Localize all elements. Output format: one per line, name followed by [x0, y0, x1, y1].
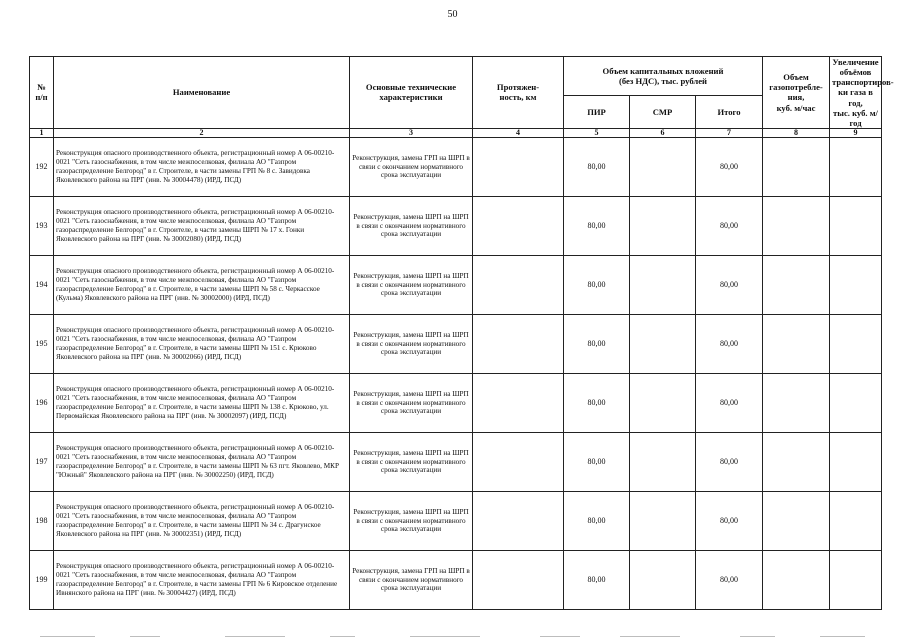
header-pir: ПИР — [564, 96, 630, 129]
column-number: 8 — [763, 128, 830, 137]
row-smr — [630, 550, 696, 609]
row-pir: 80,00 — [564, 196, 630, 255]
table-row — [30, 373, 882, 432]
row-gas — [763, 196, 830, 255]
row-gas — [763, 550, 830, 609]
row-pir: 80,00 — [564, 314, 630, 373]
row-smr — [630, 491, 696, 550]
row-length — [473, 255, 564, 314]
row-length — [473, 550, 564, 609]
header-tech: Основные технические характеристики — [350, 57, 473, 129]
row-pir: 80,00 — [564, 137, 630, 196]
row-total: 80,00 — [696, 137, 763, 196]
row-length — [473, 196, 564, 255]
row-total: 80,00 — [696, 196, 763, 255]
column-number: 2 — [54, 128, 350, 137]
row-number: 199 — [30, 550, 54, 609]
row-name: Реконструкция опасного производственного объекта, регистрационный номер А 06-00210-0021 "Сеть газоснабжения, в том числе межпоселковая, филиала АО "Газпром газораспределение Белгород" в г. Строителе, в части замены ШРП № 34 с. Драгунское Яковлевского района на ПРГ (инв. № 30002351) (ИРД, ПСД) — [54, 491, 350, 550]
scan-artifact — [0, 634, 905, 640]
row-pir: 80,00 — [564, 373, 630, 432]
row-smr — [630, 432, 696, 491]
row-total: 80,00 — [696, 432, 763, 491]
row-tech: Реконструкция, замена ШРП на ШРП в связи с окончанием нормативного срока эксплуатации — [350, 491, 473, 550]
row-increase — [830, 314, 882, 373]
row-tech: Реконструкция, замена ШРП на ШРП в связи с окончанием нормативного срока эксплуатации — [350, 373, 473, 432]
column-number: 5 — [564, 128, 630, 137]
table-row — [30, 550, 882, 609]
row-increase — [830, 137, 882, 196]
page-number: 50 — [447, 9, 458, 20]
row-gas — [763, 491, 830, 550]
header-name: Наименование — [54, 57, 350, 129]
row-increase — [830, 550, 882, 609]
header-gas: Объем газопотребле- ния, куб. м/час — [763, 57, 830, 129]
header-length: Протяжен- ность, км — [473, 57, 564, 129]
row-name: Реконструкция опасного производственного объекта, регистрационный номер А 06-00210-0021 "Сеть газоснабжения, в том числе межпоселковая, филиала АО "Газпром газораспределение Белгород" в г. Строителе, в части замены ГРП № 6 Кировское отделение Ивнянского района на ПРГ (инв. № 30004427) (ИРД, ПСД) — [54, 550, 350, 609]
header-invest: Объем капитальных вложений (без НДС), тыс. рублей — [564, 57, 763, 96]
row-number: 193 — [30, 196, 54, 255]
row-name: Реконструкция опасного производственного объекта, регистрационный номер А 06-00210-0021 "Сеть газоснабжения, в том числе межпоселковая, филиала АО "Газпром газораспределение Белгород" в г. Строителе, в части замены ШРП № 58 с. Черкасское (Кульма) Яковлевского района на ПРГ (инв. № 30002000) (ИРД, ПСД) — [54, 255, 350, 314]
table-row — [30, 491, 882, 550]
row-total: 80,00 — [696, 314, 763, 373]
row-total: 80,00 — [696, 373, 763, 432]
row-number: 194 — [30, 255, 54, 314]
table-row — [30, 137, 882, 196]
row-name: Реконструкция опасного производственного объекта, регистрационный номер А 06-00210-0021 "Сеть газоснабжения, в том числе межпоселковая, филиала АО "Газпром газораспределение Белгород" в г. Строителе, в части замены ШРП № 138 с. Крюково, ул. Первомайская Яковлевского района на ПРГ (инв. № 30002097) (ИРД, ПСД) — [54, 373, 350, 432]
column-number: 6 — [630, 128, 696, 137]
row-name: Реконструкция опасного производственного объекта, регистрационный номер А 06-00210-0021 "Сеть газоснабжения, в том числе межпоселковая, филиала АО "Газпром газораспределение Белгород" в г. Строителе, в части замены ШРП № 17 х. Гонки Яковлевского района на ПРГ (инв. № 30002080) (ИРД, ПСД) — [54, 196, 350, 255]
header-smr: СМР — [630, 96, 696, 129]
row-name: Реконструкция опасного производственного объекта, регистрационный номер А 06-00210-0021 "Сеть газоснабжения, в том числе межпоселковая, филиала АО "Газпром газораспределение Белгород" в г. Строителе, в части замены ГРП № 8 с. Завидовка Яковлевского района на ПРГ (инв. № 30004478) (ИРД, ПСД) — [54, 137, 350, 196]
row-increase — [830, 491, 882, 550]
table-row — [30, 314, 882, 373]
row-smr — [630, 314, 696, 373]
row-number: 198 — [30, 491, 54, 550]
row-pir: 80,00 — [564, 491, 630, 550]
row-increase — [830, 255, 882, 314]
row-length — [473, 373, 564, 432]
row-number: 192 — [30, 137, 54, 196]
row-total: 80,00 — [696, 491, 763, 550]
row-total: 80,00 — [696, 550, 763, 609]
header-num: № п/п — [30, 57, 54, 129]
row-number: 197 — [30, 432, 54, 491]
row-number: 196 — [30, 373, 54, 432]
row-gas — [763, 432, 830, 491]
row-pir: 80,00 — [564, 255, 630, 314]
row-smr — [630, 196, 696, 255]
row-increase — [830, 373, 882, 432]
row-name: Реконструкция опасного производственного объекта, регистрационный номер А 06-00210-0021 "Сеть газоснабжения, в том числе межпоселковая, филиала АО "Газпром газораспределение Белгород" в г. Строителе, в части замены ШРП № 63 пгт. Яковлево, МКР "Южный" Яковлевского района на ПРГ (инв. № 30002250) (ИРД, ПСД) — [54, 432, 350, 491]
row-tech: Реконструкция, замена ГРП на ШРП в связи с окончанием нормативного срока эксплуатации — [350, 137, 473, 196]
row-pir: 80,00 — [564, 550, 630, 609]
table-row — [30, 432, 882, 491]
column-number: 3 — [350, 128, 473, 137]
column-number: 9 — [830, 128, 882, 137]
row-total: 80,00 — [696, 255, 763, 314]
row-gas — [763, 137, 830, 196]
row-smr — [630, 373, 696, 432]
row-length — [473, 314, 564, 373]
row-tech: Реконструкция, замена ШРП на ШРП в связи с окончанием нормативного срока эксплуатации — [350, 255, 473, 314]
header-total: Итого — [696, 96, 763, 129]
header-increase: Увеличение объёмов транспортиров- ки газа в год, тыс. куб. м/год — [830, 57, 882, 129]
row-pir: 80,00 — [564, 432, 630, 491]
row-tech: Реконструкция, замена ШРП на ШРП в связи с окончанием нормативного срока эксплуатации — [350, 314, 473, 373]
row-increase — [830, 196, 882, 255]
row-tech: Реконструкция, замена ГРП на ШРП в связи с окончанием нормативного срока эксплуатации — [350, 550, 473, 609]
row-number: 195 — [30, 314, 54, 373]
row-length — [473, 491, 564, 550]
column-number: 1 — [30, 128, 54, 137]
row-smr — [630, 137, 696, 196]
row-name: Реконструкция опасного производственного объекта, регистрационный номер А 06-00210-0021 "Сеть газоснабжения, в том числе межпоселковая, филиала АО "Газпром газораспределение Белгород" в г. Строителе, в части замены ШРП № 151 с. Крюково Яковлевского района на ПРГ (инв. № 30002066) (ИРД, ПСД) — [54, 314, 350, 373]
row-smr — [630, 255, 696, 314]
row-tech: Реконструкция, замена ШРП на ШРП в связи с окончанием нормативного срока эксплуатации — [350, 196, 473, 255]
row-increase — [830, 432, 882, 491]
investment-table — [29, 56, 894, 610]
table-row — [30, 255, 882, 314]
row-length — [473, 432, 564, 491]
row-gas — [763, 314, 830, 373]
row-gas — [763, 255, 830, 314]
row-length — [473, 137, 564, 196]
column-number: 7 — [696, 128, 763, 137]
column-number: 4 — [473, 128, 564, 137]
row-tech: Реконструкция, замена ШРП на ШРП в связи с окончанием нормативного срока эксплуатации — [350, 432, 473, 491]
row-gas — [763, 373, 830, 432]
table-row — [30, 196, 882, 255]
